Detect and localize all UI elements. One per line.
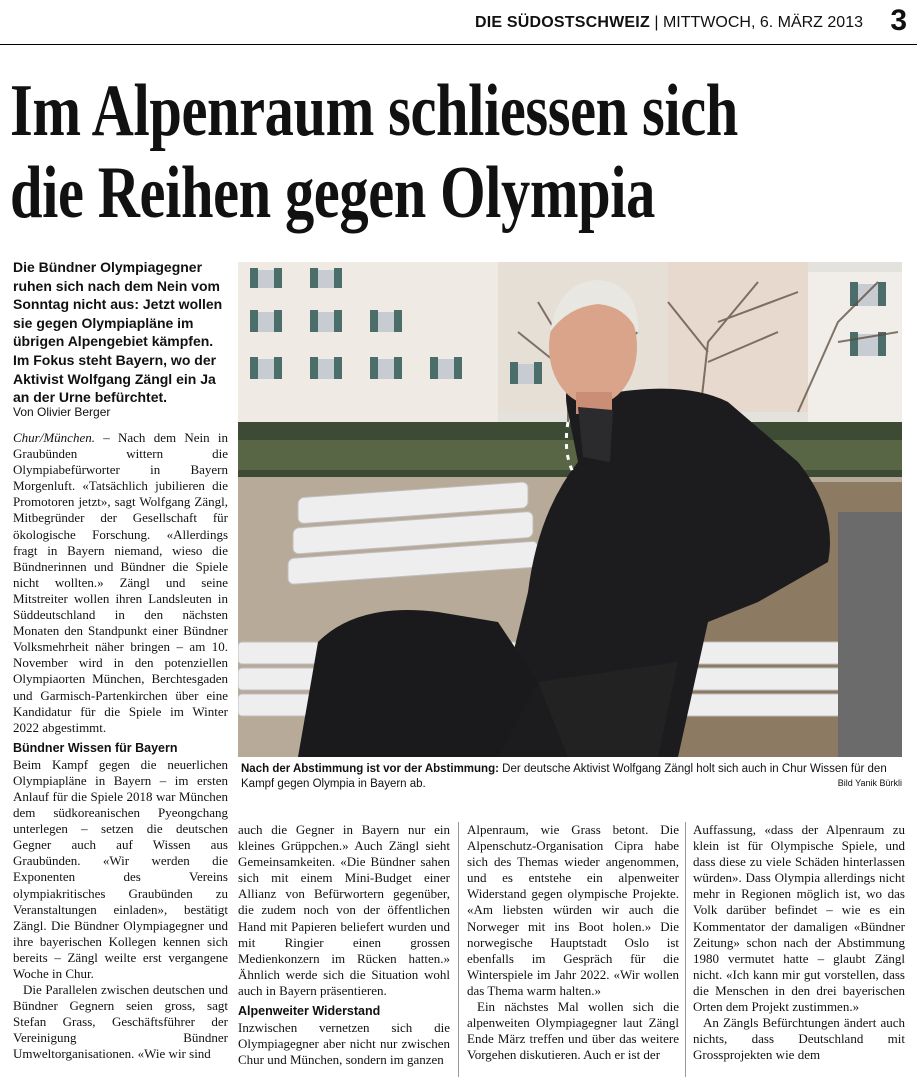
article-column-1: [13, 430, 228, 1063]
column-rule: [458, 822, 459, 1077]
byline: Von Olivier Berger: [13, 405, 111, 419]
issue-date: MITTWOCH, 6. MÄRZ 2013: [662, 14, 863, 31]
subheading: Bündner Wissen für Bayern: [13, 740, 178, 755]
paragraph-text: Die Parallelen zwischen deutschen und Bündner Gegnern seien gross, sagt Stefan Grass, Geschäftsführer der Vereinigung Bündner Umweltorganisationen. «Wie wir sind: [13, 982, 228, 1062]
article-paragraph: [13, 982, 228, 1062]
column-rule: [685, 822, 686, 1077]
paragraph-text: An Zängls Befürchtungen ändert auch nichts, dass Deutschland mit Grossprojekten wie dem: [693, 1015, 905, 1063]
paragraph-text: Auffassung, «dass der Alpenraum zu klein ist für Olympische Spiele, und dass diese zu viele Schäden hinterlassen würden». Dass Olympia allerdings nicht mehr in Regionen möglich ist, wo das Volk darüber befindet – wie es ein Kommentator der damaligen «Bündner Zeitung» schon nach der Abstimmung 1980 vermutet hatte – glaubt Zängl nicht. «Ich kann mir gut vorstellen, dass die Menschen in den drei bayerischen Orten dem Projekt zustimmen.»: [693, 822, 905, 1015]
paragraph-text: Ein nächstes Mal wollen sich die alpenweiten Olympiagegner laut Zängl Ende März treffen und über das weitere Vorgehen diskutieren. Auch er ist der: [467, 999, 679, 1063]
headline-line-2: die Reihen gegen Olympia: [10, 152, 655, 234]
paragraph-text: Alpenraum, wie Grass betont. Die Alpenschutz-Organisation Cipra habe sich des Themas wieder angenommen, und es entstehe ein alpenweiter Widerstand gegen olympische Projekte. «Am liebsten würden wir auch die Norweger mit ins Boot holen.» Die norwegische Hauptstadt Oslo ist ebenfalls im Gespräch für die Winterspiele im Jahr 2022. «Wir wollen das Thema warm halten.»: [467, 822, 679, 998]
article-paragraph: [13, 757, 228, 982]
lead-paragraph: Die Bündner Olympiagegner ruhen sich nach dem Nein vom Sonntag nicht aus: Jetzt wollen sie gegen Olympiapläne im übrigen Alpengebiet kämpfen. Im Fokus steht Bayern, wo der Aktivist Wolfgang Zängl ein Ja an der Urne befürchtet.: [13, 259, 223, 406]
paragraph-text: auch die Gegner in Bayern nur ein kleines Grüppchen.» Auch Zängl sieht Gemeinsamkeiten. «Die Bündner sahen sich mit einem Mini-Budget einer Allianz von Befürwortern gegenüber, die zudem noch von der öffentlichen Hand mit Papieren beliefert wurden und mit Ringier einen grossen Medienkonzern im Rücken hatten.» Ähnlich werde sich die Situation wohl auch in Bayern präsentieren.: [238, 822, 450, 998]
article-column-3: [467, 822, 679, 1063]
caption-bold: Nach der Abstimmung ist vor der Abstimmung:: [241, 763, 499, 775]
dateline: Chur/München.: [13, 430, 95, 445]
article-column-2: [238, 822, 450, 1068]
photo-credit: Bild Yanik Bürkli: [837, 778, 902, 788]
masthead: [0, 0, 917, 45]
article-paragraph: [693, 822, 905, 1015]
masthead-separator: |: [649, 14, 663, 31]
paper-name: DIE SÜDOSTSCHWEIZ: [474, 14, 650, 31]
page-number: 3: [890, 4, 907, 37]
caption-text: Der deutsche Aktivist Wolfgang Zängl holt sich auch in Chur Wissen für den Kampf gegen Olympia in Bayern ab.: [241, 763, 887, 790]
headline-line-1: Im Alpenraum schliessen sich: [10, 70, 738, 152]
paragraph-text: – Nach dem Nein in Graubünden wittern die Olympiabefürworter in Bayern Morgenluft. «Tatsächlich jubilieren die Promotoren jetzt», sagt Wolfgang Zängl, Mitbegründer der Gesellschaft für ökologische Forschung. «Allerdings fragt in Bayern niemand, wieso die Bündnerinnen und Bündner die Spiele nicht wollten.» Zängl und seine Mitstreiter wollen ihren Landsleuten in Süddeutschland in den nächsten Monaten den Standpunkt einer Bündner Volksmehrheit näher bringen – am 10. November wird in den potenziellen Olympiaorten München, Berchtesgaden und Garmisch-Partenkirchen über eine Kandidatur für die Spiele im Winter 2022 abgestimmt.: [13, 430, 228, 735]
article-paragraph: [238, 822, 450, 999]
article-paragraph: [693, 1015, 905, 1063]
article-paragraph: [467, 999, 679, 1063]
paper-title: [475, 14, 863, 32]
article-paragraph: [13, 430, 228, 736]
subheading: Alpenweiter Widerstand: [238, 1004, 381, 1019]
article-paragraph: [238, 1020, 450, 1068]
headline: [10, 70, 738, 234]
photo: [238, 262, 902, 757]
paragraph-text: Beim Kampf gegen die neuerlichen Olympiapläne in Bayern – im ersten Anlauf für die Spiele 2018 war München dem südkoreanischen Pyeongchang unterlegen – setzen die deutschen Gegner auch auf Wissen aus Graubünden. «Wir werden die Exponenten des Vereins olympiakritisches Graubünden zu Veranstaltungen einladen», bestätigt Zängl. Die Bündner Olympiagegner und ihre bayerischen Kollegen kennen sich bereits – Zängl weilte erst vergangene Woche in Chur.: [13, 756, 228, 981]
article-paragraph: [467, 822, 679, 999]
photo-caption: [241, 762, 903, 792]
photo-illustration: [238, 262, 902, 757]
article-column-4: [693, 822, 905, 1063]
paragraph-text: Inzwischen vernetzen sich die Olympiagegner aber nicht nur zwischen Chur und München, sondern im ganzen: [238, 1020, 450, 1068]
